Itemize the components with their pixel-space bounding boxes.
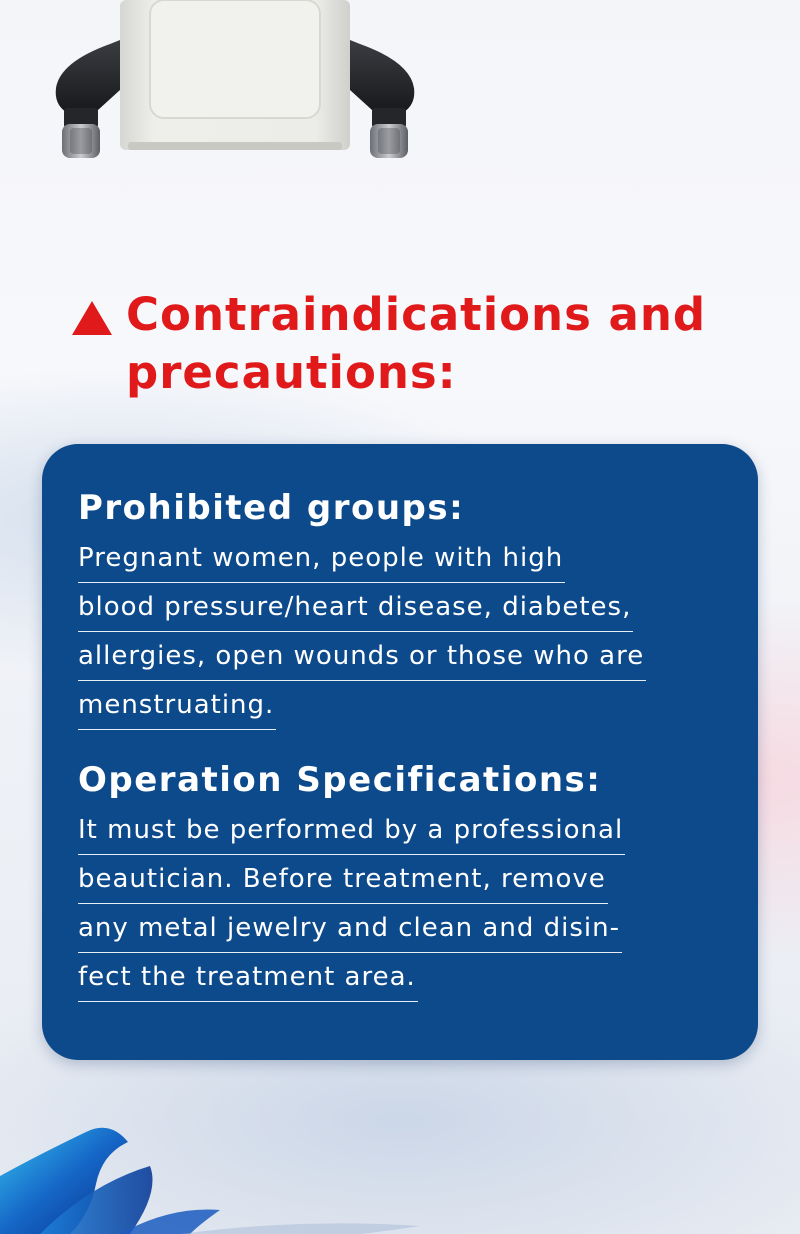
device-cart-illustration	[0, 0, 450, 170]
text-line: Pregnant women, people with high	[78, 534, 565, 583]
text-line: fect the treatment area.	[78, 953, 418, 1002]
section-title-operation-specifications: Operation Specifications:	[78, 760, 602, 800]
heading-text: Contraindications and precautions:	[126, 288, 707, 399]
text-line: It must be performed by a professional	[78, 806, 625, 855]
info-card	[42, 444, 758, 1060]
warning-triangle-icon	[72, 301, 112, 335]
text-line: any metal jewelry and clean and disin-	[78, 904, 622, 953]
text-line: blood pressure/heart disease, diabetes,	[78, 583, 633, 632]
prohibited-groups-text	[78, 534, 698, 730]
operation-specifications-text	[78, 806, 698, 1002]
text-line: beautician. Before treatment, remove	[78, 855, 608, 904]
section-heading	[72, 286, 772, 402]
text-line: menstruating.	[78, 681, 276, 730]
text-line: allergies, open wounds or those who are	[78, 632, 646, 681]
decorative-ribbon	[0, 1114, 800, 1234]
section-title-prohibited-groups: Prohibited groups:	[78, 488, 465, 528]
